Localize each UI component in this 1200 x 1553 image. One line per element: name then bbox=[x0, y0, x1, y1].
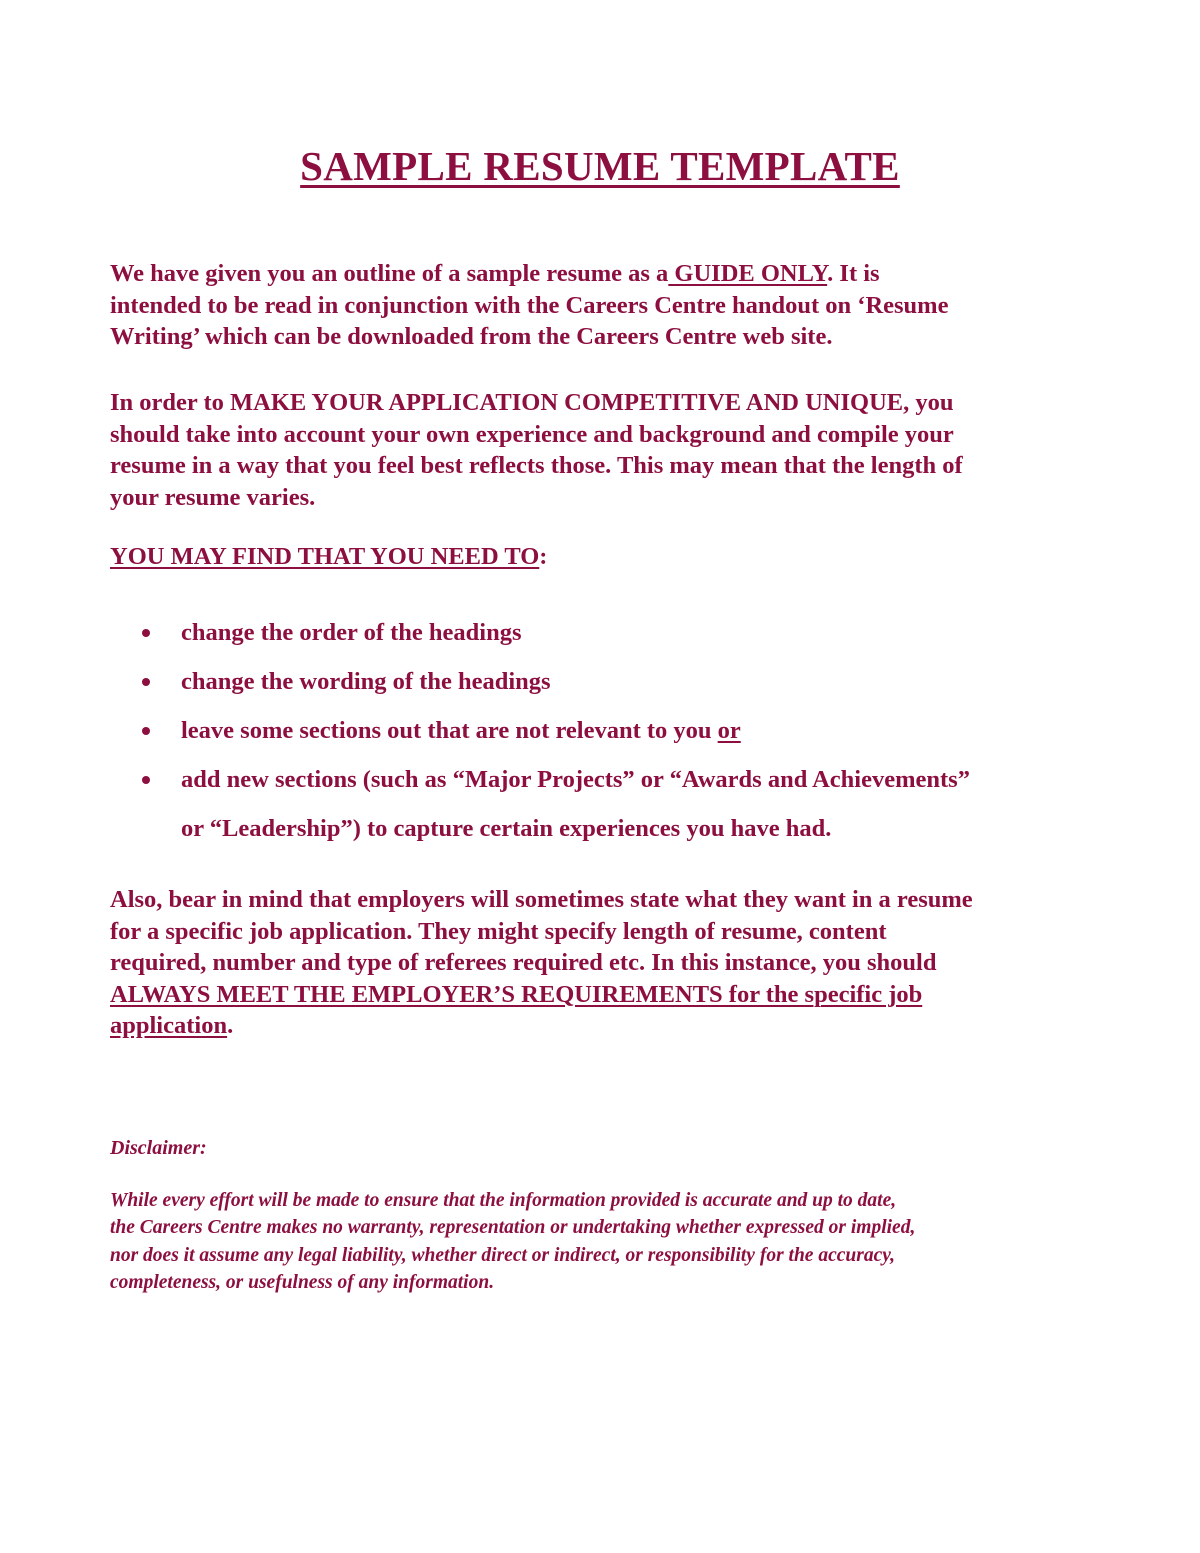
bullet-icon bbox=[142, 678, 150, 686]
bullet-icon bbox=[142, 727, 150, 735]
employers-line-3: required, number and type of referees required etc. In this instance, you should bbox=[110, 949, 937, 976]
list-item bbox=[110, 755, 1110, 804]
list-item-text: change the order of the headings bbox=[181, 619, 522, 646]
need-to-list bbox=[110, 608, 1110, 853]
list-item-text: change the wording of the headings bbox=[181, 668, 551, 695]
intro-paragraph bbox=[110, 258, 1100, 353]
list-item bbox=[110, 657, 1110, 706]
list-item-continuation bbox=[110, 804, 1110, 853]
employers-line-5-end: . bbox=[227, 1012, 234, 1039]
list-item bbox=[110, 608, 1110, 657]
disclaimer-line-1: While every effort will be made to ensure that the information provided is accurate and up to date, bbox=[110, 1190, 897, 1211]
need-to-heading bbox=[110, 543, 547, 571]
need-to-heading-colon: : bbox=[539, 543, 548, 570]
bullet-icon bbox=[142, 776, 150, 784]
intro-line-3: Writing’ which can be downloaded from the Careers Centre web site. bbox=[110, 323, 833, 350]
intro-line-1 bbox=[110, 258, 1100, 290]
competitive-line-4: your resume varies. bbox=[110, 483, 316, 511]
competitive-line-3: resume in a way that you feel best reflects those. This may mean that the length of bbox=[110, 452, 963, 479]
disclaimer-line-3: nor does it assume any legal liability, whether direct or indirect, or responsibility for the accuracy, bbox=[110, 1244, 896, 1266]
disclaimer-label: Disclaimer: bbox=[110, 1137, 207, 1159]
competitive-paragraph bbox=[110, 387, 1100, 513]
guide-only-emphasis: GUIDE ONLY bbox=[668, 260, 828, 287]
employers-line-1: Also, bear in mind that employers will sometimes state what they want in a resume bbox=[110, 886, 973, 913]
application-emphasis: application bbox=[110, 1012, 228, 1039]
list-item-text: leave some sections out that are not relevant to you bbox=[181, 717, 718, 744]
employers-line-2: for a specific job application. They might specify length of resume, content bbox=[110, 917, 887, 945]
disclaimer-line-2: the Careers Centre makes no warranty, representation or undertaking whether expressed or implied, bbox=[110, 1217, 916, 1239]
employers-paragraph bbox=[110, 884, 1100, 1042]
disclaimer-line-4: completeness, or usefulness of any information. bbox=[110, 1271, 495, 1293]
intro-line-1-text: We have given you an outline of a sample resume as a bbox=[110, 260, 669, 287]
competitive-line-2: should take into account your own experience and background and compile your bbox=[110, 420, 954, 448]
intro-line-1-end: . It is bbox=[827, 260, 880, 287]
list-item bbox=[110, 706, 1110, 755]
competitive-line-1: In order to MAKE YOUR APPLICATION COMPETITIVE AND UNIQUE, you bbox=[110, 389, 954, 416]
employers-line-5 bbox=[110, 1010, 1100, 1042]
or-emphasis: or bbox=[717, 717, 741, 744]
list-item-text: add new sections (such as “Major Projects” or “Awards and Achievements” bbox=[181, 766, 970, 793]
employers-requirements-emphasis: ALWAYS MEET THE EMPLOYER’S REQUIREMENTS for the specific job bbox=[110, 980, 923, 1008]
bullet-icon bbox=[142, 629, 150, 637]
intro-line-2: intended to be read in conjunction with the Careers Centre handout on ‘Resume bbox=[110, 291, 949, 319]
need-to-heading-text: YOU MAY FIND THAT YOU NEED TO bbox=[110, 543, 540, 570]
page-title: SAMPLE RESUME TEMPLATE bbox=[300, 143, 900, 189]
disclaimer-text bbox=[110, 1187, 1110, 1296]
list-item-continuation-text: or “Leadership”) to capture certain experiences you have had. bbox=[181, 815, 832, 842]
